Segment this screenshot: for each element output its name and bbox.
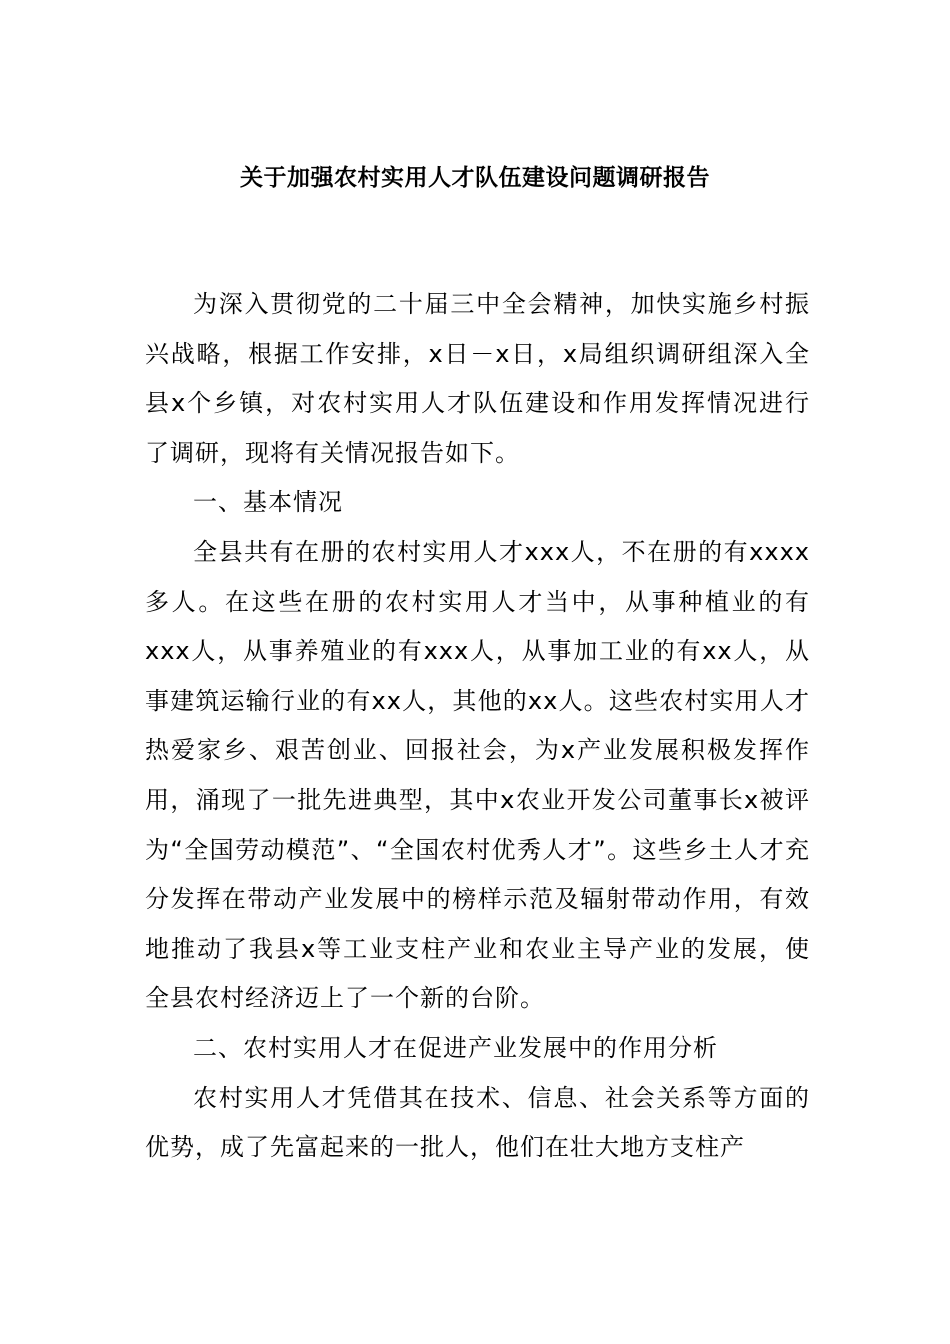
document-body bbox=[145, 280, 810, 1173]
section-heading-role-analysis: 二、农村实用人才在促进产业发展中的作用分析 bbox=[193, 1033, 718, 1062]
basic-situation-paragraph: 全县共有在册的农村实用人才xxx人，不在册的有xxxx多人。在这些在册的农村实用人才当中，从事种植业的有xxx人，从事养殖业的有xxx人，从事加工业的有xx人，从事建筑运输行业的有xx人，其他的xx人。这些农村实用人才热爱家乡、艰苦创业、回报社会，为x产业发展积极发挥作用，涌现了一批先进典型，其中x农业开发公司董事长x被评为“全国劳动模范”、“全国农村优秀人才”。这些乡土人才充分发挥在带动产业发展中的榜样示范及辐射带动作用，有效地推动了我县x等工业支柱产业和农业主导产业的发展，使全县农村经济迈上了一个新的台阶。 bbox=[145, 537, 810, 1013]
section-heading-basic-situation: 一、基本情况 bbox=[193, 488, 343, 517]
role-analysis-paragraph: 农村实用人才凭借其在技术、信息、社会关系等方面的优势，成了先富起来的一批人，他们在壮大地方支柱产 bbox=[145, 1083, 810, 1162]
document-title: 关于加强农村实用人才队伍建设问题调研报告 bbox=[240, 165, 710, 191]
intro-paragraph: 为深入贯彻党的二十届三中全会精神，加快实施乡村振兴战略，根据工作安排，x日－x日，x局组织调研组深入全县x个乡镇，对农村实用人才队伍建设和作用发挥情况进行了调研，现将有关情况报告如下。 bbox=[145, 290, 810, 467]
